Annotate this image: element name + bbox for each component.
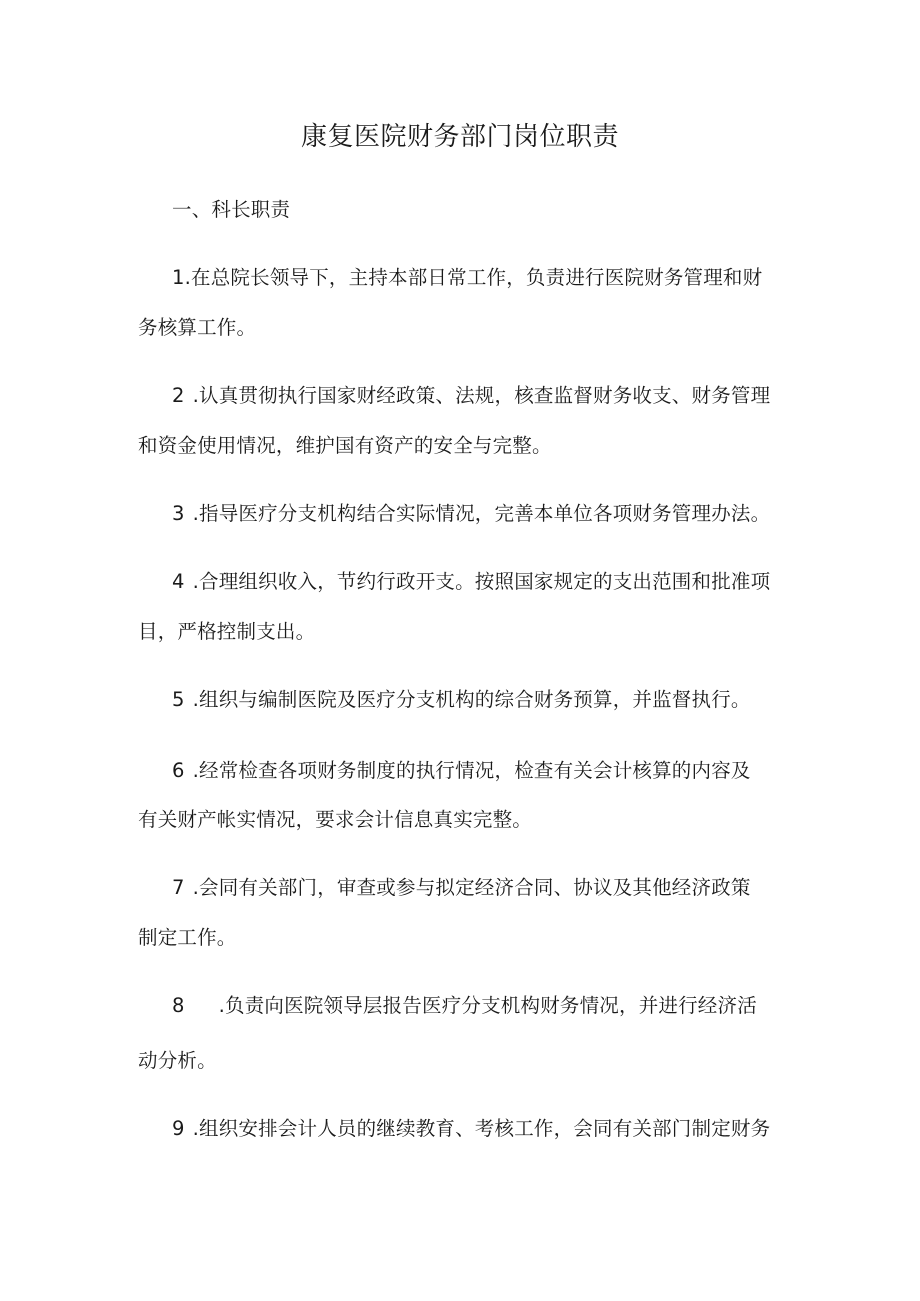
item-number: 9 — [172, 1117, 185, 1140]
item-7-line-2: 制定工作。 — [138, 926, 237, 949]
item-8-line-1 — [172, 991, 757, 1021]
item-2-line-1 — [172, 381, 770, 411]
item-number: 1. — [172, 266, 192, 289]
item-number: 5 — [172, 688, 185, 711]
item-number: 8 — [172, 994, 185, 1017]
item-7-line-1 — [172, 873, 751, 903]
section-heading: 一、科长职责 — [172, 198, 291, 221]
item-8-line-2: 动分析。 — [138, 1049, 217, 1072]
item-text: .负责向医院领导层报告医疗分支机构财务情况，并进行经济活 — [218, 994, 757, 1017]
item-number: 7 — [172, 876, 185, 899]
item-text: .经常检查各项财务制度的执行情况，检查有关会计核算的内容及 — [192, 759, 751, 782]
item-number: 3 — [172, 502, 185, 525]
item-text: 在总院长领导下，主持本部日常工作，负责进行医院财务管理和财 — [191, 266, 763, 289]
item-number: 2 — [172, 384, 185, 407]
item-5-line-1 — [172, 685, 751, 715]
item-text: .会同有关部门，审查或参与拟定经济合同、协议及其他经济政策 — [192, 876, 751, 899]
item-6-line-2: 有关财产帐实情况，要求会计信息真实完整。 — [138, 808, 533, 831]
item-number: 4 — [172, 570, 185, 593]
item-6-line-1 — [172, 756, 751, 786]
item-1-line-2: 务核算工作。 — [138, 316, 257, 339]
item-text: .组织安排会计人员的继续教育、考核工作，会同有关部门制定财务 — [192, 1117, 771, 1140]
item-9-line-1 — [172, 1114, 770, 1144]
item-text: .组织与编制医院及医疗分支机构的综合财务预算，并监督执行。 — [192, 688, 751, 711]
item-text: .指导医疗分支机构结合实际情况，完善本单位各项财务管理办法。 — [192, 502, 771, 525]
item-3-line-1 — [172, 499, 770, 529]
item-number: 6 — [172, 759, 185, 782]
document-title: 康复医院财务部门岗位职责 — [300, 122, 619, 152]
item-text: .认真贯彻执行国家财经政策、法规，核查监督财务收支、财务管理 — [192, 384, 771, 407]
item-4-line-1 — [172, 567, 770, 597]
item-4-line-2: 目，严格控制支出。 — [138, 620, 316, 643]
item-1-line-1 — [172, 263, 762, 293]
item-text: .合理组织收入，节约行政开支。按照国家规定的支出范围和批准项 — [192, 570, 771, 593]
item-2-line-2: 和资金使用情况，维护国有资产的安全与完整。 — [138, 434, 552, 457]
